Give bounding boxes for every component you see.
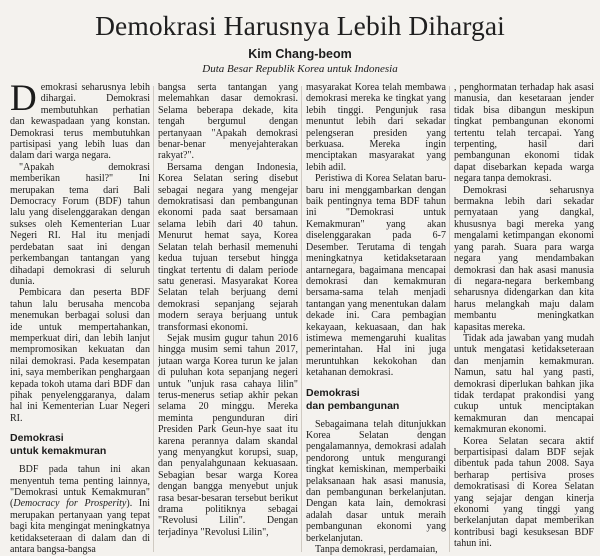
section-heading-line: untuk kemakmuran bbox=[10, 445, 107, 458]
column-divider bbox=[301, 86, 302, 552]
paragraph: bangsa serta tantangan yang melemahkan dasar demokrasi. Selama beberapa dekade, kita tengah bergumul dengan pertanyaan "Apakah demokrasi benar-benar menyejahterakan rakyat?". bbox=[158, 82, 298, 162]
article-column-1 bbox=[10, 82, 150, 556]
section-heading-line: Demokrasi bbox=[10, 432, 64, 445]
paragraph: Sejak musim gugur tahun 2016 hingga musim semi tahun 2017, jutaan warga Korea turun ke jalan di puluhan kota sepanjang negeri untuk "unjuk rasa cahaya lilin" terus-menerus setiap akhir pekan selama 20 minggu. Mereka meminta pengunduran diri Presiden Park Geun-hye saat itu karena perannya dalam skandal yang menyangkut korupsi, suap, dan penyalahgunaan kekuasaan. Sebagian besar warga Korea dengan bangga menyebut unjuk rasa besar-besaran tersebut berikut drama politiknya sebagai "Revolusi Lilin". Dengan terjadinya "Revolusi Lilin", bbox=[158, 332, 298, 538]
paragraph: Tanpa demokrasi, perdamaian, bbox=[315, 544, 438, 556]
article-column-4 bbox=[454, 82, 594, 556]
author-name: Kim Chang-beom bbox=[248, 47, 352, 61]
headline: Demokrasi Harusnya Lebih Dihargai bbox=[95, 10, 505, 41]
article-column-3 bbox=[306, 82, 446, 556]
section-heading bbox=[10, 432, 150, 458]
italic-term: Democracy for Prosperity bbox=[13, 498, 127, 510]
column-divider bbox=[153, 86, 154, 552]
paragraph: Sebagaimana telah ditunjukkan Korea Selatan dengan pengalamannya, demokrasi adalah pendorong untuk mengurangi tingkat kemiskinan, memperbaiki pelaksanaan hak asasi manusia, dan pembangunan berkelanjutan. Dengan kata lain, demokrasi adalah dasar untuk meraih pembangunan ekonomi yang berkelanjutan. bbox=[306, 418, 446, 544]
paragraph: Peristiwa di Korea Selatan baru-baru ini menggambarkan dengan baik pentingnya tema BDF tahun ini "Demokrasi untuk Kemakmuran" yang akan diselenggarakan pada 6-7 Desember. Terutama di tengah meningkatnya ketidaksetaraan antarnegara, bagaimana mencapai demokrasi dan kemakmuran bersama-sama telah menjadi tantangan yang menentukan dalam dekade ini. Cara pembagian kekayaan, kekuasaan, dan hak istimewa memengaruhi kualitas pemerintahan. Hal ini juga meruntuhkan kekokohan dan ketahanan demokrasi. bbox=[306, 173, 446, 379]
author-role: Duta Besar Republik Korea untuk Indonesia bbox=[202, 63, 398, 75]
paragraph-text: emokrasi seharusnya lebih dihargai. Demokrasi membutuhkan perhatian dan kewaspadaan yang konstan. Demokrasi terus membutuhkan partisipasi yang lebih luas dan dalam dari warga negara. bbox=[10, 82, 150, 162]
section-heading-line: Demokrasi bbox=[306, 386, 360, 399]
paragraph: Tidak ada jawaban yang mudah untuk mengatasi ketidakseteraan dan menjamin kemakmuran. Namun, satu hal yang pasti, demokrasi diperlukan bahkan jika tidak terdapat prakondisi yang cukup untuk menciptakan kemakmuran dan mencapai kemakmuran ekonomi. bbox=[454, 332, 594, 436]
paragraph: Korea Selatan secara aktif berpartisipasi dalam BDF sejak dibentuk pada tahun 2008. Saya berharap pertisiva proses demokratisasi di Korea Selatan yang sejajar dengan kinerja ekonomi yang tinggi yang berkelanjutan dapat memberikan kontribusi bagi kesuksesan BDF tahun ini. bbox=[454, 435, 594, 550]
paragraph: "Apakah demokrasi memberikan hasil?" Ini merupakan tema dari Bali Democracy Forum (BDF) tahun lalu yang diselenggarakan dengan sukses oleh Kementerian Luar Negeri RI. Hal itu menjadi perdebatan saat ini dengan perkembangan tantangan yang dihadapi demokrasi di seluruh dunia. bbox=[10, 161, 150, 287]
paragraph: Bersama dengan Indonesia, Korea Selatan sering disebut sebagai negara yang mengejar demokratisasi dan pembangunan ekonomi pada saat bersamaan selama lebih dari 40 tahun. Menurut hemat saya, Korea Selatan telah berhasil memenuhi kedua tujuan tersebut hingga tingkat tertentu di dalam periode satu generasi. Masyarakat Korea Selatan telah berjuang demi demokrasi sepanjang sejarah modern seraya berjuang untuk transformasi ekonomi. bbox=[158, 161, 298, 333]
paragraph bbox=[10, 464, 150, 555]
column-divider bbox=[449, 86, 450, 552]
paragraph: masyarakat Korea telah membawa demokrasi mereka ke tingkat yang lebih tinggi. Pengunjuk rasa menuntut lebih dari sekadar pelengseran presiden yang berkuasa. Mereka ingin menciptakan masyarakat yang lebih adil. bbox=[306, 82, 446, 173]
paragraph: Pembicara dan peserta BDF tahun lalu berusaha mencoba menemukan berbagai solusi dan ide untuk mempertahankan, memperkuat diri, dan lebih lanjut mempromosikan kekuatan dan nilai demokrasi. Pada kesempatan ini, saya memberikan penghargaan kepada tokoh utama dari BDF dan pihak penyelenggaranya, dalam hal ini Kementerian Luar Negeri RI. bbox=[10, 287, 150, 424]
paragraph-text: BDF pada tahun ini akan menyentuh tema penting lainnya, "Demokrasi untuk Kemakmuran" ( bbox=[10, 464, 150, 510]
paragraph: Demokrasi seharusnya bermakna lebih dari sekadar pernyataan yang dangkal, khususnya bagi mereka yang mengalami ketimpangan ekonomi yang parah. Suara para warga negara yang mendambakan demokrasi dan hak asasi manusia di negara-negara berkembang seharusnya didengarkan dan kita harus melangkah maju dalam membantu meningkatkan kapasitas mereka. bbox=[454, 184, 594, 333]
drop-cap: D bbox=[10, 82, 37, 119]
article-column-2 bbox=[158, 82, 298, 556]
paragraph-text: ). Ini merupakan pertanyaan yang tepat bagi kita mengingat meningkatnya ketidakseteraan di dalam dan di antara bangsa-bangsa bbox=[10, 498, 150, 556]
paragraph bbox=[10, 82, 150, 162]
section-heading bbox=[306, 387, 446, 413]
paragraph: , penghormatan terhadap hak asasi manusia, dan kesetaraan jender tidak bisa dibangun meskipun tingkat pembangunan ekonomi tertentu telah tercapai. Yang terpenting, hasil dari pembangunan ekonomi tidak dapat disebarkan kepada warga negara tanpa demokrasi. bbox=[454, 82, 594, 185]
section-heading-line: dan pembangunan bbox=[306, 399, 400, 412]
